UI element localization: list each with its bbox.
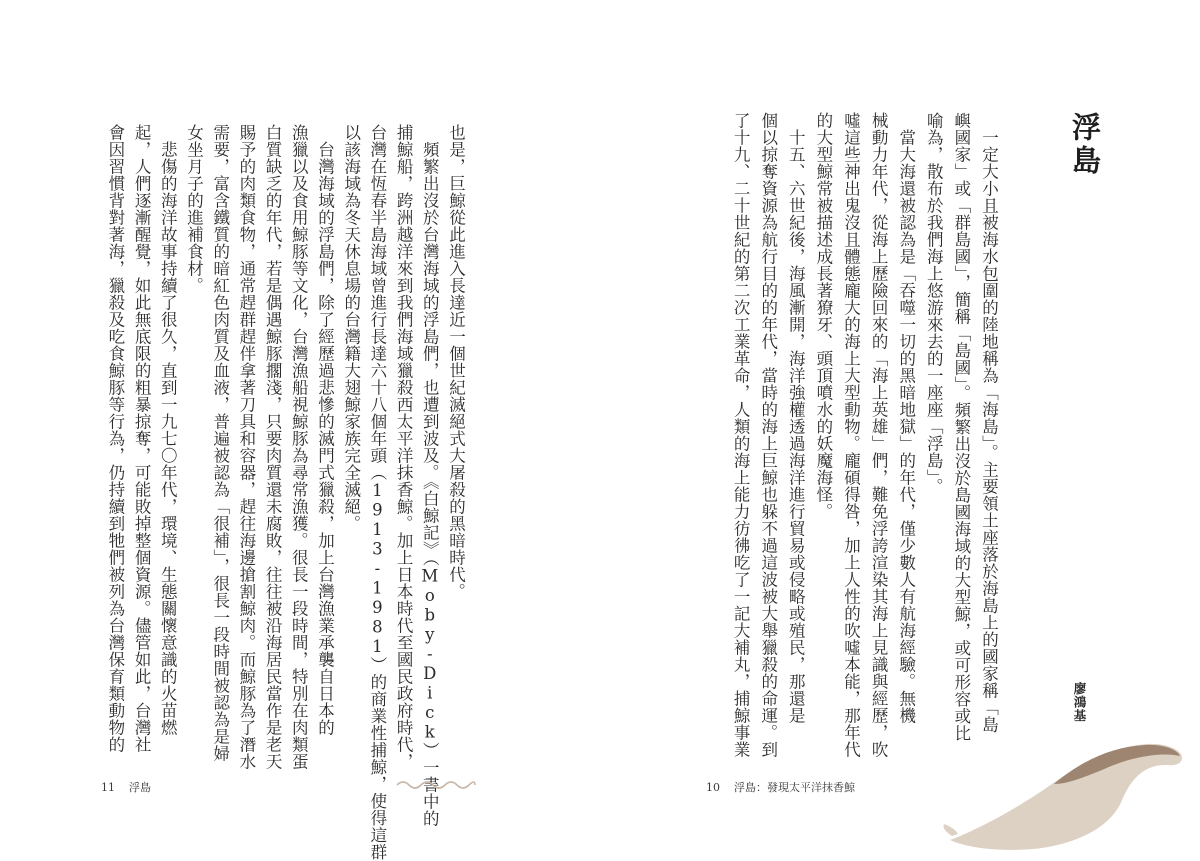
right-text-column: 個以掠奪資源為航行目的的年代，當時的海上巨鯨也躲不過這波被大舉獵殺的命運。到 — [758, 112, 778, 758]
left-text-column: 捕鯨船，跨洲越洋來到我們海域獵殺西太平洋抹香鯨。加上日本時代至國民政府時代， — [394, 124, 414, 770]
right-text-column: 當大海還被認為是「吞噬一切的黑暗地獄」的年代，僅少數人有航海經驗。無機 — [896, 112, 916, 724]
left-folio — [101, 779, 151, 795]
left-text-column: 以該海域為冬天休息場的台灣籍大翅鯨家族完全滅絕。 — [341, 124, 361, 532]
page-number: 11 — [101, 781, 115, 794]
left-text-column: 漁獵以及食用鯨豚等文化，台灣漁船視鯨豚為尋常漁獲。很長一段時間，特別在肉類蛋 — [289, 124, 309, 770]
author-name: 廖鴻基 — [1072, 682, 1087, 723]
left-text-column: 會因習慣背對著海，獵殺及吃食鯨豚等行為，仍持續到牠們被列為台灣保育類動物的 — [105, 124, 125, 753]
sperm-whale-illustration-icon — [942, 740, 1192, 851]
right-text-column: 了十九、二十世紀的第二次工業革命，人類的海上能力彷彿吃了一記大補丸，捕鯨事業 — [731, 112, 751, 758]
right-text-column: 十五、六世紀後，海風漸開，海洋強權透過海洋進行貿易或侵略或殖民，那還是 — [786, 112, 806, 724]
chapter-title: 浮島 — [1068, 112, 1102, 178]
right-text-column: 的大型鯨常被描述成長著獠牙、頭頂噴水的妖魔海怪。 — [813, 112, 833, 520]
right-text-column: 一定大小且被海水包圍的陸地稱為「海島」。主要領土座落於海島上的國家稱「島 — [979, 112, 999, 733]
right-page — [600, 0, 1200, 851]
right-text-column: 喻為，散布於我們海上悠游來去的一座座「浮島」。 — [924, 112, 944, 495]
right-text-column: 械動力年代，從海上歷險回來的「海上英雄」們，難免浮誇渲染其海上見識與經歷，吹 — [869, 112, 889, 758]
page-number: 10 — [706, 781, 720, 794]
running-head: 浮島：發現太平洋抹香鯨 — [734, 781, 855, 794]
left-text-column: 台灣海域的浮島們，除了經歷過悲慘的滅門式獵殺，加上台灣漁業承襲自日本的 — [315, 124, 335, 736]
left-text-column: 悲傷的海洋故事持續了很久，直到一九七〇年代，環境、生態關懷意識的火苗燃 — [158, 124, 178, 736]
left-text-column: 台灣在恆春半島海域曾進行長達六十八個年頭（1913-1981）的商業性捕鯨，使得這群 — [367, 124, 387, 861]
left-text-column: 頻繁出沒於台灣海域的浮島們，也遭到波及。《白鯨記》（Moby-Dick）一書中的 — [420, 124, 440, 827]
left-text-column: 起，人們逐漸醒覺，如此無底限的粗暴掠奪，可能敗掉整個資源。儘管如此，台灣社 — [132, 124, 152, 753]
left-text-column: 也是，巨鯨從此進入長達近一個世紀滅絕式大屠殺的黑暗時代。 — [446, 124, 466, 600]
left-text-column: 需要，富含鐵質的暗紅色肉質及血液，普遍被認為「很補」，很長一段時間被認為是婦 — [210, 124, 230, 762]
right-text-column: 嶼國家」或「群島國」，簡稱「島國」。頻繁出沒於島國海域的大型鯨，或可形容或比 — [951, 112, 971, 742]
left-text-column: 賜予的肉類食物，通常趕群趕伴拿著刀具和容器，趕往海邊搶割鯨肉。而鯨豚為了潛水 — [236, 124, 256, 770]
right-folio — [706, 779, 855, 795]
left-text-column: 白質缺乏的年代，若是偶遇鯨豚擱淺，只要肉質還未腐敗，往往被沿海居民當作是老天 — [263, 124, 283, 770]
left-text-column: 女坐月子的進補食材。 — [184, 124, 204, 294]
right-text-column: 噓這些神出鬼沒且體態龐大的海上大型動物。龐碩得咎，加上人性的吹噓本能，那年代 — [841, 112, 861, 758]
running-head: 浮島 — [129, 781, 151, 794]
wave-ornament-icon — [395, 778, 477, 792]
